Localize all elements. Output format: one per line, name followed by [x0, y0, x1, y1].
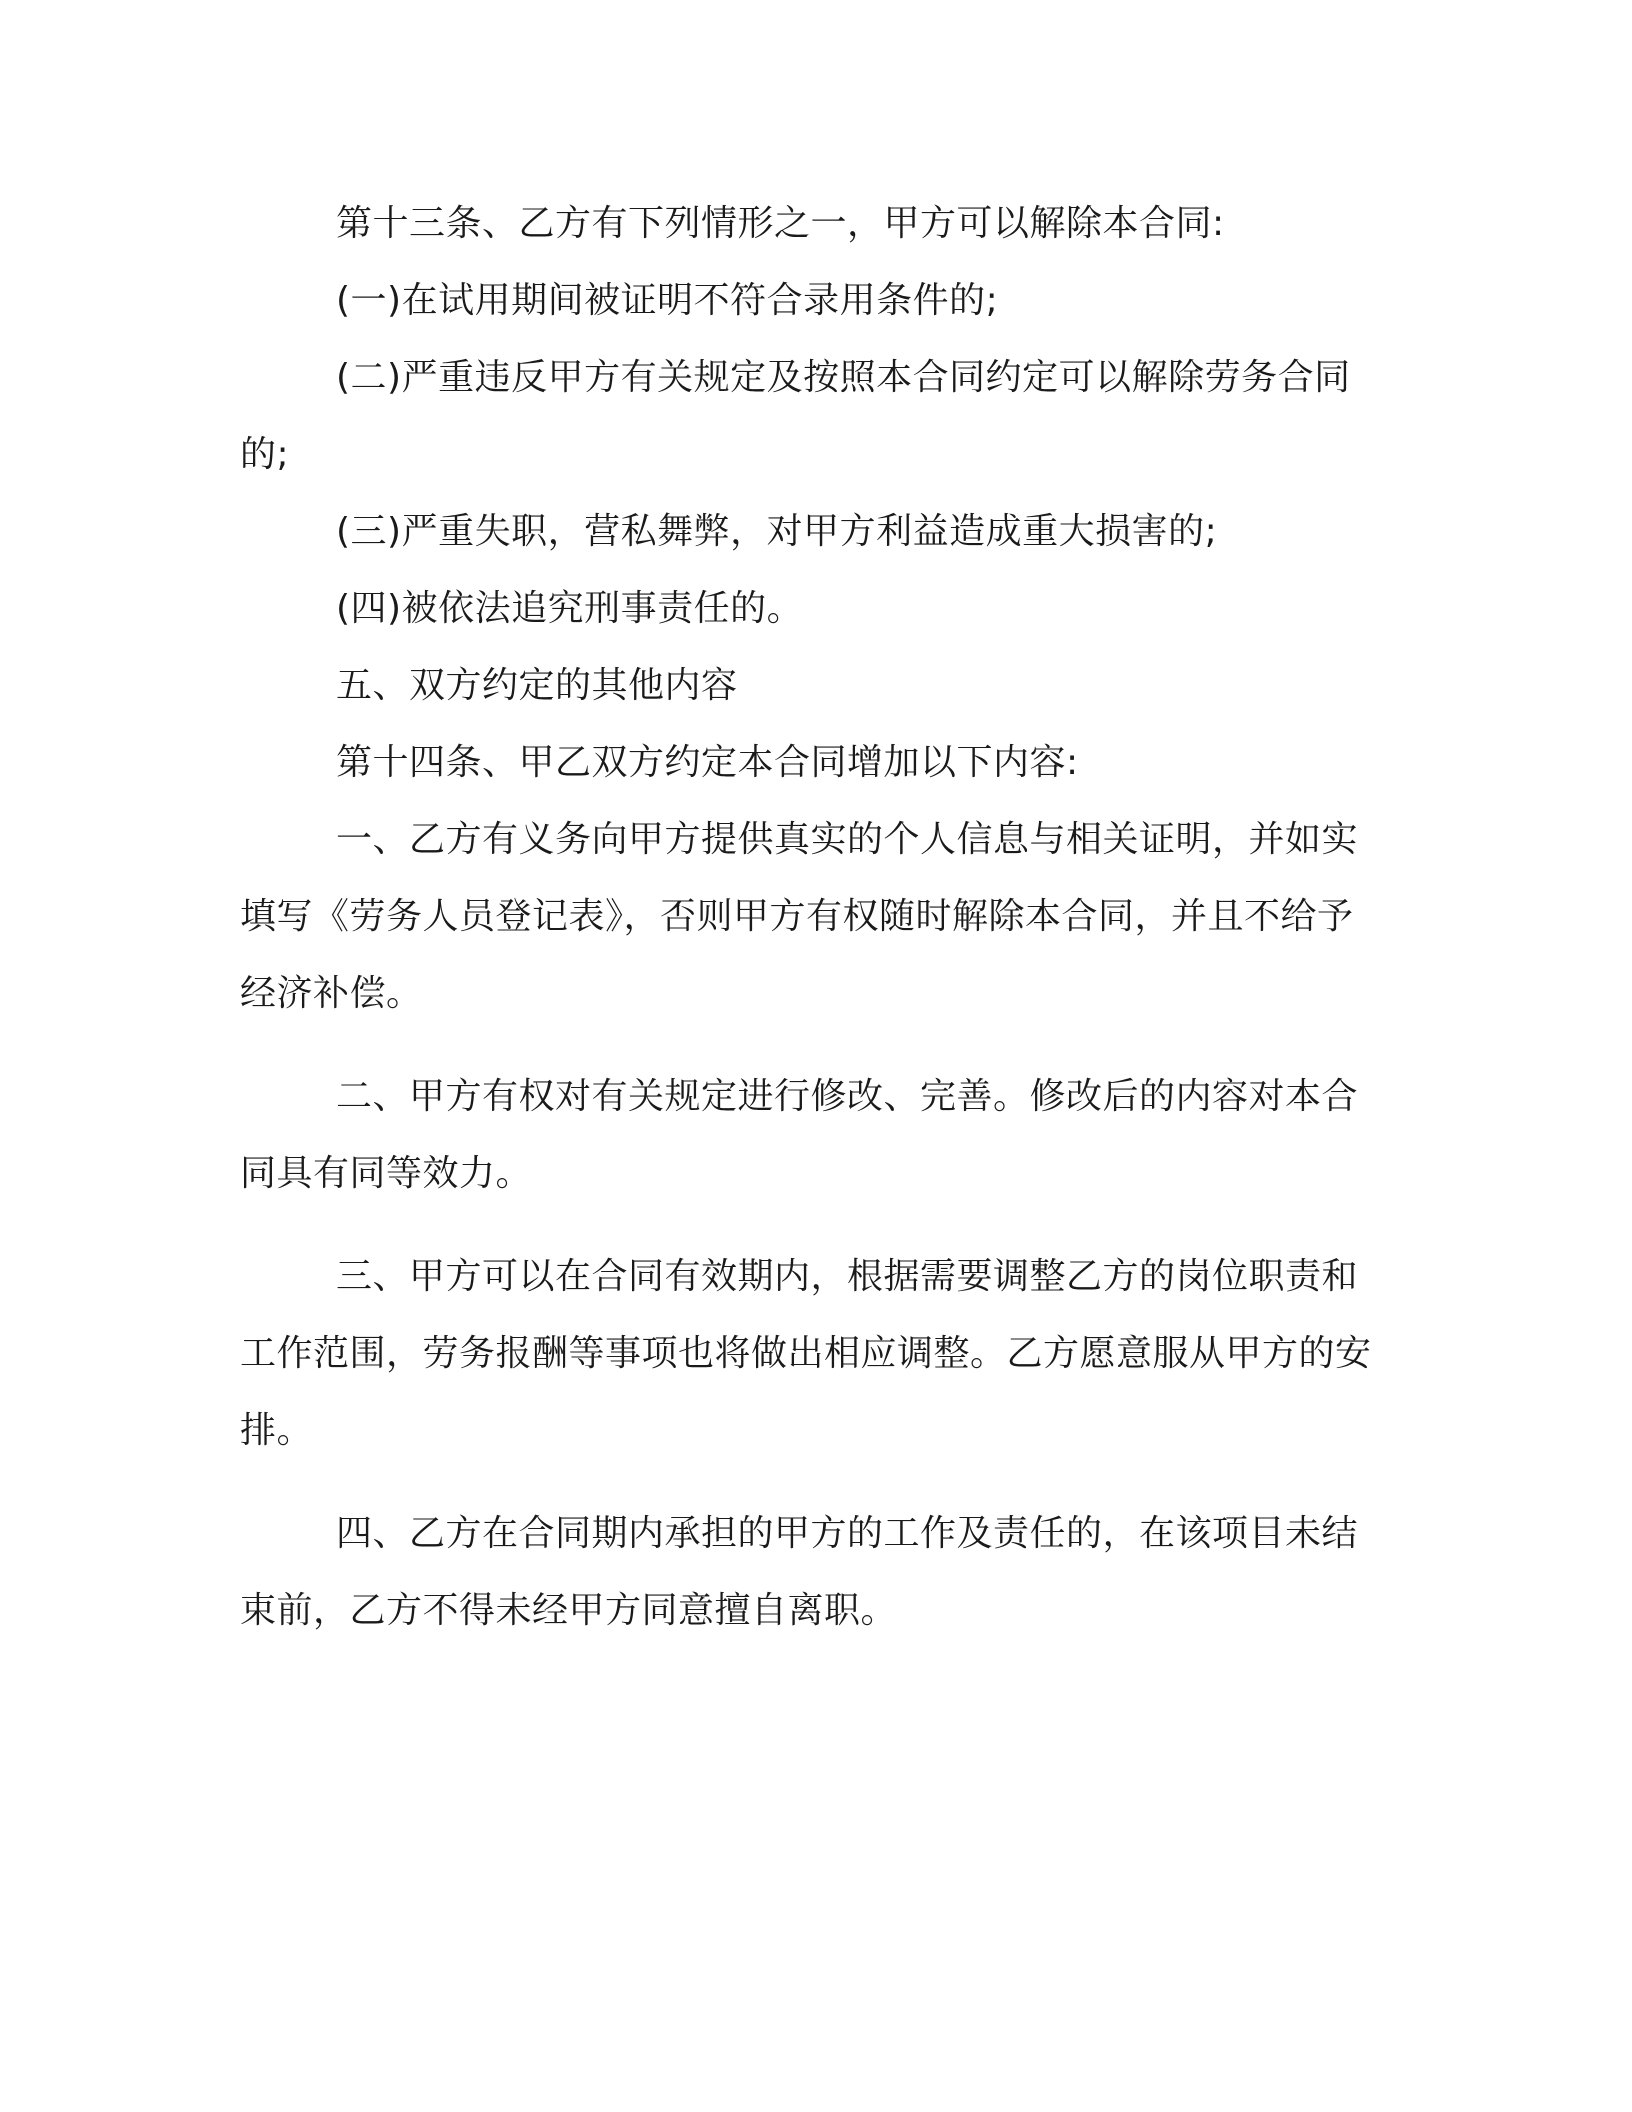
article-14-clause-1: 一、乙方有义务向甲方提供真实的个人信息与相关证明，并如实填写《劳务人员登记表》，否则甲方有权随时解除本合同，并且不给予经济补偿。: [240, 819, 1359, 1014]
article-14-clause-3: 三、甲方可以在合同有效期内，根据需要调整乙方的岗位职责和工作范围，劳务报酬等事项也将做出相应调整。乙方愿意服从甲方的安排。: [240, 1256, 1372, 1451]
article-13-item-3: (三)严重失职，营私舞弊，对甲方利益造成重大损害的;: [336, 511, 1218, 552]
article-13-heading: 第十三条、乙方有下列情形之一，甲方可以解除本合同:: [336, 203, 1225, 244]
article-13-item-2: (二)严重违反甲方有关规定及按照本合同约定可以解除劳务合同的;: [240, 357, 1351, 475]
article-13-item-1: (一)在试用期间被证明不符合录用条件的;: [336, 280, 999, 321]
article-14-clause-4: 四、乙方在合同期内承担的甲方的工作及责任的，在该项目未结束前，乙方不得未经甲方同意擅自离职。: [240, 1513, 1359, 1631]
article-14-heading: 第十四条、甲乙双方约定本合同增加以下内容:: [336, 742, 1079, 783]
article-13-item-4: (四)被依法追究刑事责任的。: [336, 588, 804, 629]
document-body: [240, 185, 1380, 1649]
section-5-heading: 五、双方约定的其他内容: [336, 665, 738, 706]
article-14-clause-2: 二、甲方有权对有关规定进行修改、完善。修改后的内容对本合同具有同等效力。: [240, 1076, 1359, 1194]
